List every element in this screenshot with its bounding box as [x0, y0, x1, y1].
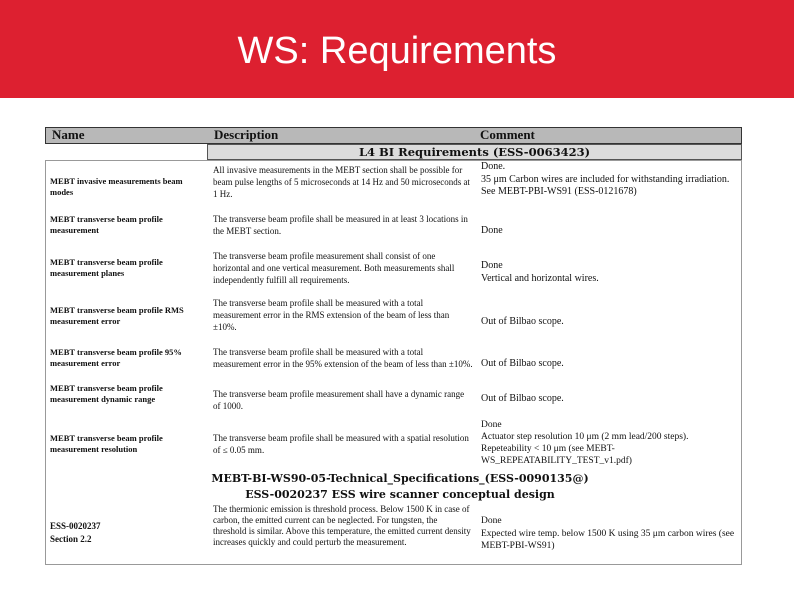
- last-row-description: The thermionic emission is threshold process. Below 1500 K in case of carbon, the emitted current can be neglected. For tungsten, the threshold is similar. Above this temperature, the emitted current density increases quickly and could perturb the measurement.: [213, 504, 471, 547]
- row-7-name: MEBT transverse beam profile measurement resolution: [50, 433, 163, 454]
- row-4-name: MEBT transverse beam profile RMS measurement error: [50, 305, 184, 326]
- row-1-name: MEBT invasive measurements beam modes: [50, 176, 183, 197]
- row-1-description: All invasive measurements in the MEBT section shall be possible for beam pulse lengths of 5 microseconds at 14 Hz and 50 microseconds at 1 Hz.: [213, 165, 470, 199]
- last-row-name: ESS-0020237 Section 2.2: [50, 521, 101, 544]
- row-2-description: The transverse beam profile shall be measured in at least 3 locations in the MEBT section.: [213, 214, 468, 236]
- last-row-comment: Done Expected wire temp. below 1500 K using 35 μm carbon wires (see MEBT-PBI-WS91): [481, 516, 735, 551]
- header-name: Name: [52, 127, 85, 142]
- table-header: [45, 127, 742, 144]
- row-7-comment: Done Actuator step resolution 10 μm (2 mm lead/200 steps). Repeteability < 10 μm (see MEBT-WS_REPEATABILITY_TEST_v1.pdf): [481, 420, 689, 466]
- row-3-name: MEBT transverse beam profile measurement planes: [50, 257, 163, 278]
- row-4-description: The transverse beam profile shall be measured with a total measurement error in the RMS extension of the beam of less than ±10%.: [213, 298, 450, 332]
- header-description: Description: [214, 127, 279, 142]
- header-comment: Comment: [480, 127, 535, 142]
- row-1-comment: Done. 35 μm Carbon wires are included for withstanding irradiation. See MEBT-PBI-WS91 (ESS-0121678): [481, 161, 730, 197]
- row-5-description: The transverse beam profile shall be measured with a total measurement error in the 95% extension of the beam of less than ±10%.: [213, 347, 473, 369]
- row-2-comment: Done: [481, 225, 503, 236]
- row-3-description: The transverse beam profile measurement shall consist of one horizontal and one vertical measurement. Both measurements shall independently fulfill all requirements.: [213, 251, 455, 285]
- slide-title: WS: Requirements: [237, 30, 557, 72]
- row-4-comment: Out of Bilbao scope.: [481, 316, 564, 327]
- row-5-comment: Out of Bilbao scope.: [481, 358, 564, 369]
- row-3-comment: Done Vertical and horizontal wires.: [481, 260, 599, 284]
- row-2-name: MEBT transverse beam profile measurement: [50, 214, 163, 235]
- row-5-name: MEBT transverse beam profile 95% measurement error: [50, 347, 182, 368]
- row-6-description: The transverse beam profile measurement shall have a dynamic range of 1000.: [213, 389, 465, 411]
- section-title-l4: L4 BI Requirements (ESS-0063423): [207, 144, 742, 160]
- row-6-comment: Out of Bilbao scope.: [481, 393, 564, 404]
- row-6-name: MEBT transverse beam profile measurement dynamic range: [50, 383, 163, 404]
- row-7-description: The transverse beam profile shall be measured with a spatial resolution of ≤ 0.05 mm.: [213, 433, 469, 455]
- section-title-specs: MEBT-BI-WS90-05-Technical_Specifications_(ESS-0090135@) ESS-0020237 ESS wire scanner conceptual design: [211, 472, 589, 501]
